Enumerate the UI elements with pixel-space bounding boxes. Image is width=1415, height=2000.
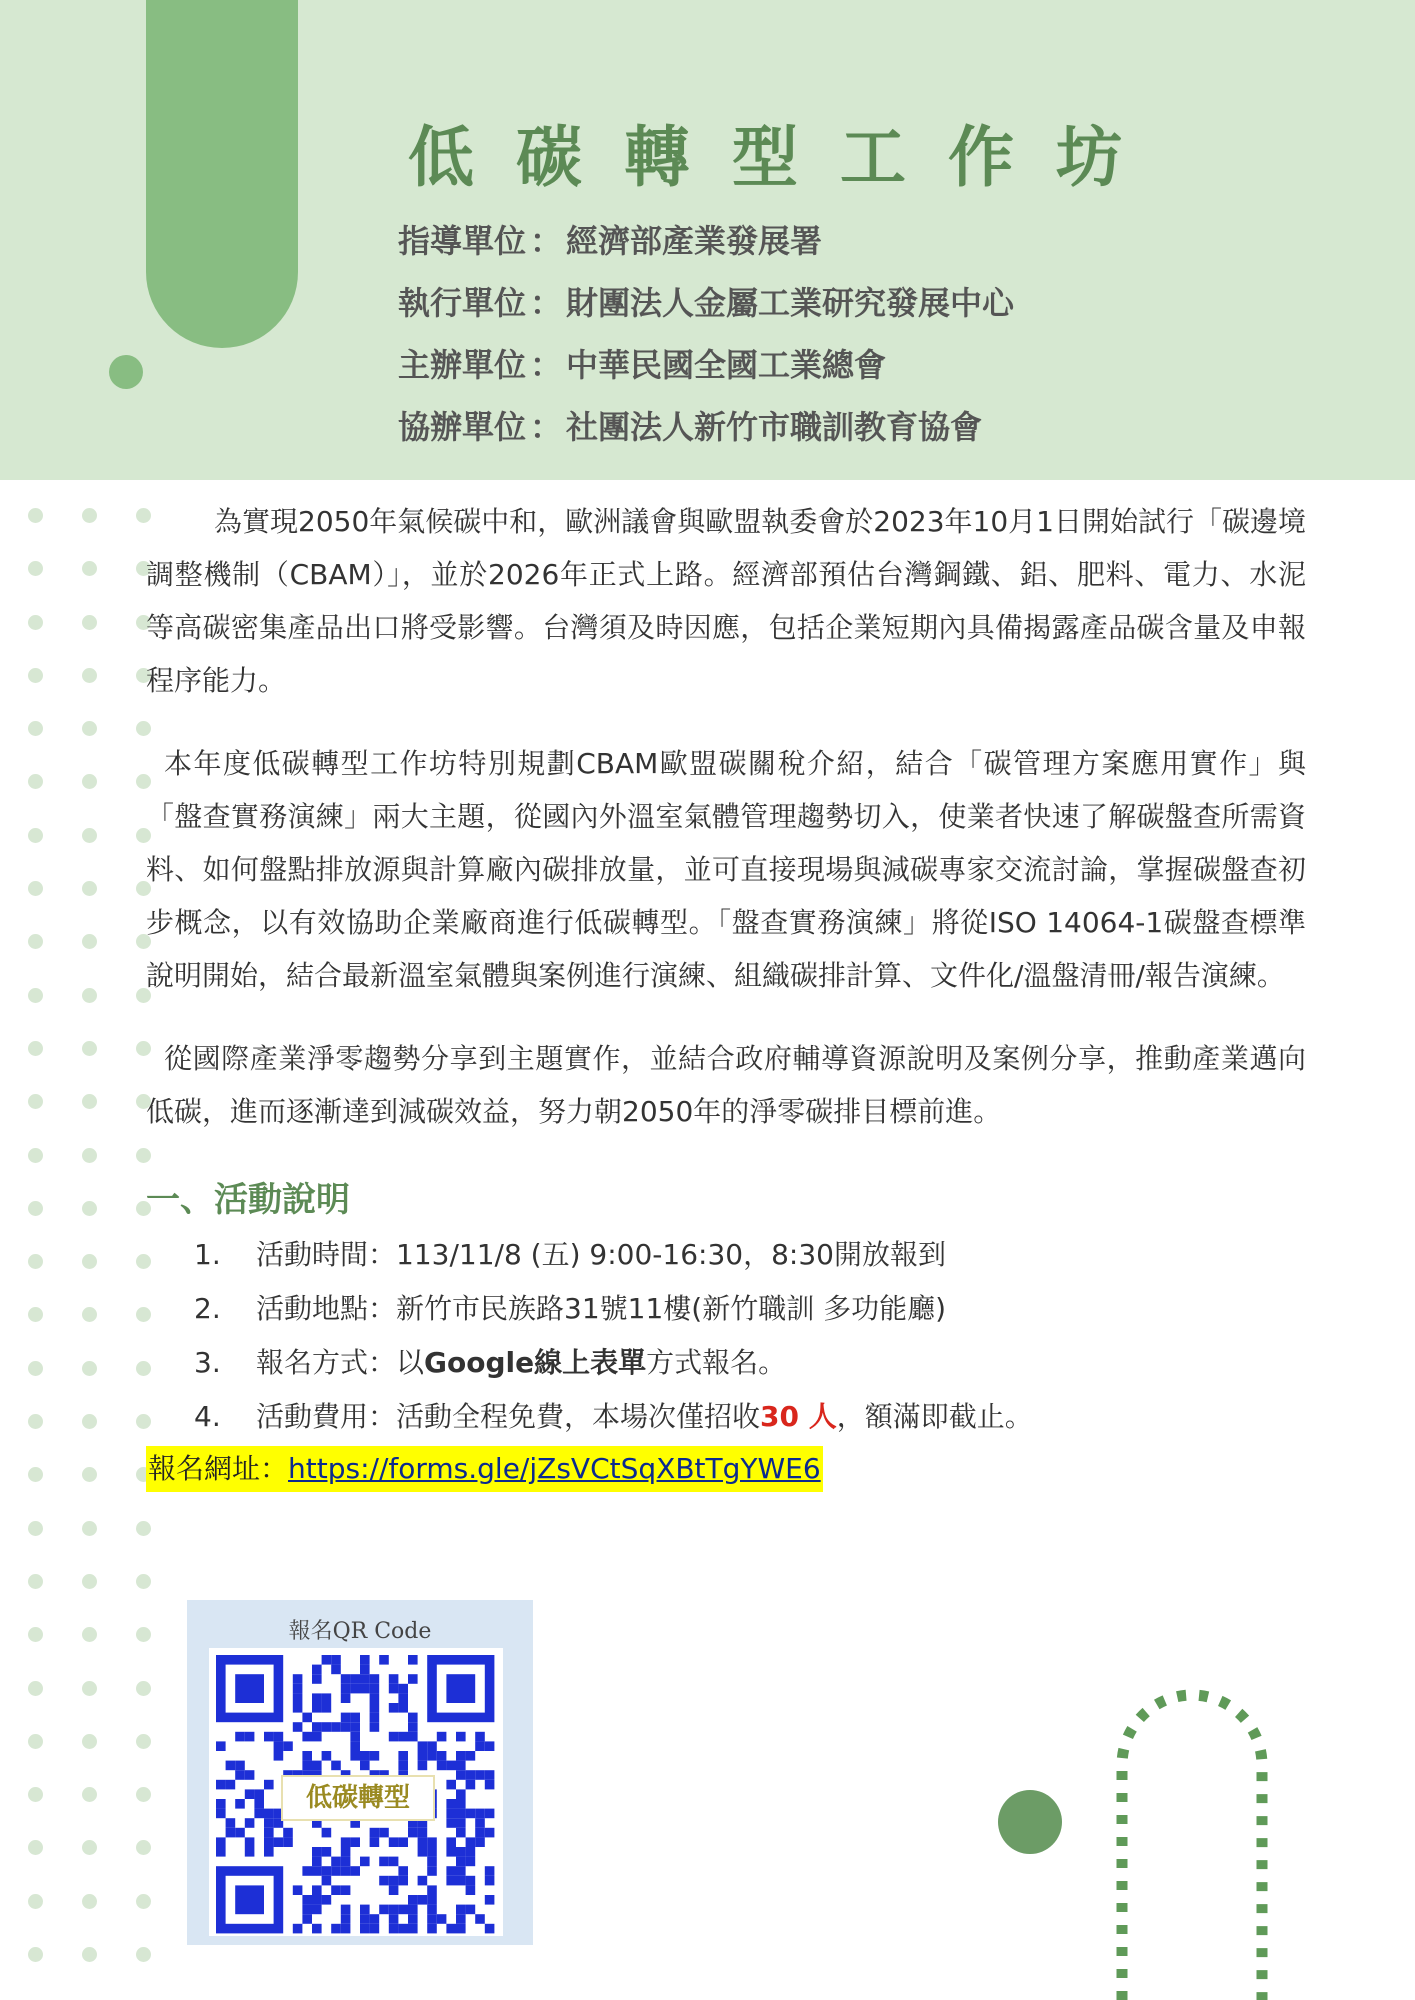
org-value: 中華民國全國工業總會 (566, 346, 887, 384)
intro-paragraph-3: 從國際產業淨零趨勢分享到主題實作，並結合政府輔導資源說明及案例分享，推動產業邁向低碳，進而逐漸達到減碳效益，努力朝2050年的淨零碳排目標前進。 (146, 1042, 1306, 1128)
org-host (398, 334, 1014, 396)
item-value-pre: 活動全程免費，本場次僅招收 (396, 1400, 761, 1433)
registration-label: 報名網址： (148, 1452, 289, 1485)
org-colon: ： (530, 284, 563, 322)
item-label: 活動費用 (256, 1400, 369, 1433)
item-number: 1. (194, 1238, 221, 1271)
item-value: 新竹市民族路31號11樓(新竹職訓 多功能廳) (396, 1292, 947, 1325)
intro-paragraph-2: 本年度低碳轉型工作坊特別規劃CBAM歐盟碳關稅介紹，結合「碳管理方案應用實作」與「盤查實務演練」兩大主題，從國內外溫室氣體管理趨勢切入，使業者快速了解碳盤查所需資料、如何盤點排放源與計算廠內碳排放量，並可直接現場與減碳專家交流討論，掌握碳盤查初步概念，以有效協助企業廠商進行低碳轉型。「盤查實務演練」將從ISO 14064-1碳盤查標準說明開始，結合最新溫室氣體與案例進行演練、組織碳排計算、文件化/溫盤清冊/報告演練。 (146, 747, 1306, 992)
list-item (146, 1336, 1306, 1390)
org-guidance (398, 210, 1014, 272)
org-label: 執行單位 (398, 284, 527, 322)
item-value-post: ，額滿即截止。 (836, 1400, 1033, 1433)
item-colon: ： (368, 1292, 397, 1325)
list-item (146, 1228, 1306, 1282)
qr-caption: 報名QR Code (288, 1619, 432, 1644)
decorative-dashed-arch (1102, 1670, 1282, 2000)
org-colon: ： (530, 346, 563, 384)
item-label: 活動地點 (256, 1292, 369, 1325)
intro-paragraph-1: 為實現2050年氣候碳中和，歐洲議會與歐盟執委會於2023年10月1日開始試行「碳邊境調整機制（CBAM）」，並於2026年正式上路。經濟部預估台灣鋼鐵、鋁、肥料、電力、水泥等高碳密集產品出口將受影響。台灣須及時因應，包括企業短期內具備揭露產品碳含量及申報程序能力。 (146, 505, 1306, 697)
qr-code-image[interactable] (209, 1648, 503, 1936)
item-colon: ： (368, 1238, 397, 1271)
item-colon: ： (368, 1346, 397, 1379)
org-colon: ： (530, 408, 563, 446)
org-value: 經濟部產業發展署 (566, 222, 823, 260)
item-value-pre: 以 (396, 1346, 425, 1379)
item-number: 2. (194, 1292, 221, 1325)
organizer-list (398, 210, 1014, 458)
item-value-bold: Google線上表單 (424, 1346, 647, 1379)
org-label: 主辦單位 (398, 346, 527, 384)
org-label: 協辦單位 (398, 408, 527, 446)
item-label: 活動時間 (256, 1238, 369, 1271)
qr-panel (187, 1600, 533, 1945)
decorative-dot-grid (0, 0, 160, 2000)
capacity-highlight: 30 人 (760, 1400, 837, 1433)
list-item (146, 1282, 1306, 1336)
decorative-dot-large (998, 1790, 1062, 1854)
registration-line (146, 1446, 823, 1492)
item-number: 4. (194, 1400, 221, 1433)
org-colon: ： (530, 222, 563, 260)
item-colon: ： (368, 1400, 397, 1433)
registration-link[interactable]: https://forms.gle/jZsVCtSqXBtTgYWE6 (288, 1452, 821, 1485)
item-value-post: 方式報名。 (646, 1346, 787, 1379)
list-item (146, 1390, 1306, 1444)
item-label: 報名方式 (256, 1346, 369, 1379)
org-executor (398, 272, 1014, 334)
org-cohost (398, 396, 1014, 458)
qr-center-badge: 低碳轉型 (281, 1775, 435, 1821)
org-label: 指導單位 (398, 222, 527, 260)
section-title: 一、活動說明 (146, 1180, 350, 1220)
main-content (146, 495, 1306, 1492)
org-value: 社團法人新竹市職訓教育協會 (566, 408, 983, 446)
decorative-pill (146, 0, 298, 348)
activity-list (146, 1228, 1306, 1444)
item-number: 3. (194, 1346, 221, 1379)
page-title: 低碳轉型工作坊 (408, 119, 1164, 196)
item-value: 113/11/8 (五) 9:00-16:30，8:30開放報到 (396, 1238, 946, 1271)
org-value: 財團法人金屬工業研究發展中心 (566, 284, 1015, 322)
